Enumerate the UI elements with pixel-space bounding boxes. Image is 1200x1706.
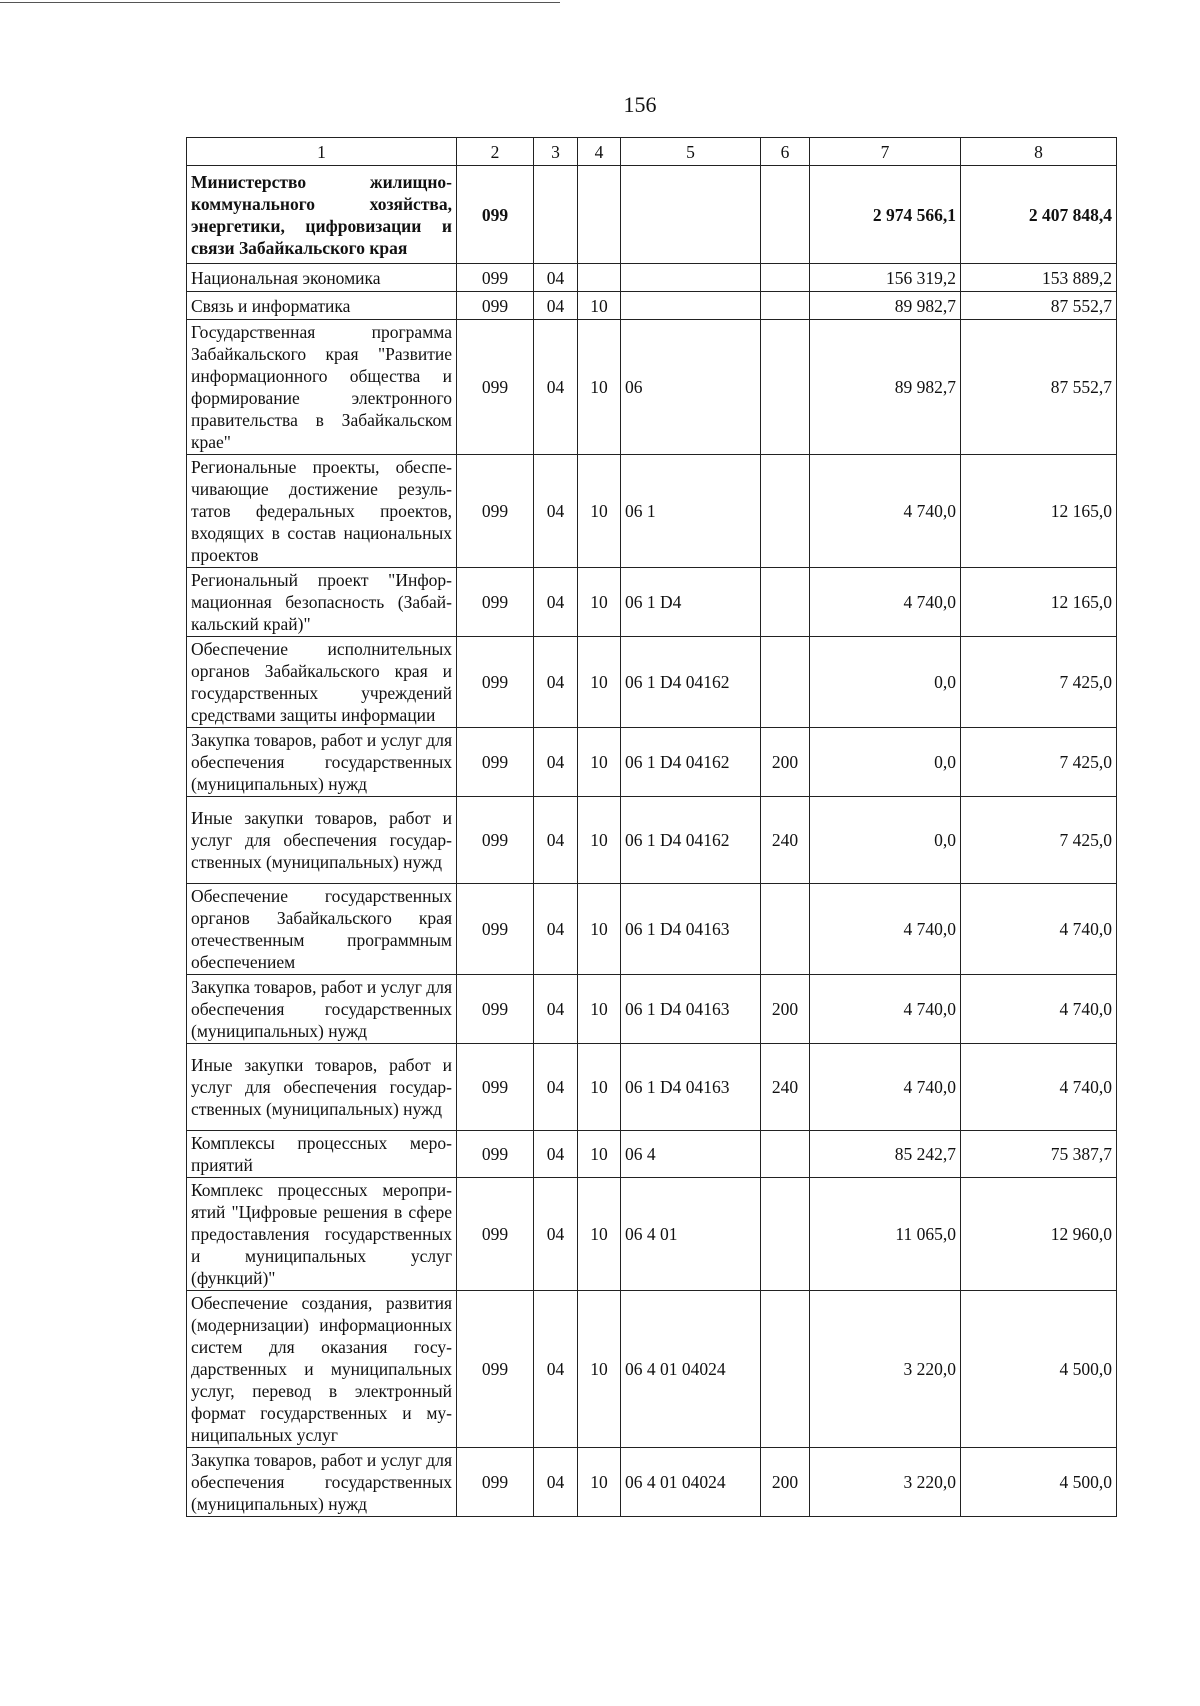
amount-col7-cell: 3 220,0 bbox=[810, 1448, 961, 1517]
amount-col8-cell: 87 552,7 bbox=[961, 320, 1117, 455]
chapter-code-cell: 099 bbox=[457, 1448, 534, 1517]
subsection-code-cell: 10 bbox=[578, 568, 621, 637]
subsection-code-cell: 10 bbox=[578, 1044, 621, 1131]
row-name-cell: Связь и информатика bbox=[187, 292, 457, 320]
amount-col8-cell: 12 165,0 bbox=[961, 568, 1117, 637]
expense-type-cell bbox=[761, 320, 810, 455]
amount-col7-cell: 89 982,7 bbox=[810, 292, 961, 320]
section-code-cell: 04 bbox=[534, 797, 578, 884]
row-name-cell: Государственная программа Забайкальского края "Развитие информационного общества и формирование электронного правительства в Забайкальском крае" bbox=[187, 320, 457, 455]
amount-col8-cell: 4 740,0 bbox=[961, 975, 1117, 1044]
row-name-cell: Обеспечение государственных органов Забайкальского края отечественным программным обеспечением bbox=[187, 884, 457, 975]
section-code-cell: 04 bbox=[534, 1448, 578, 1517]
section-code-cell: 04 bbox=[534, 1044, 578, 1131]
amount-col8-cell: 7 425,0 bbox=[961, 637, 1117, 728]
column-header: 2 bbox=[457, 138, 534, 166]
expense-type-cell bbox=[761, 1131, 810, 1178]
expense-type-cell bbox=[761, 1178, 810, 1291]
target-article-cell: 06 1 D4 04163 bbox=[621, 1044, 761, 1131]
target-article-cell bbox=[621, 292, 761, 320]
row-name-cell: Региональный проект "Информационная безопасность (Забайкальский край)" bbox=[187, 568, 457, 637]
chapter-code-cell: 099 bbox=[457, 1291, 534, 1448]
chapter-code-cell: 099 bbox=[457, 568, 534, 637]
expense-type-cell: 240 bbox=[761, 797, 810, 884]
table-row bbox=[187, 1448, 1117, 1517]
expense-type-cell bbox=[761, 568, 810, 637]
page-number: 156 bbox=[623, 92, 657, 117]
column-header: 1 bbox=[187, 138, 457, 166]
row-name-cell: Иные закупки товаров, работ и услуг для обеспечения государственных (муниципальных) нужд bbox=[187, 1044, 457, 1131]
row-name-cell: Комплексы процессных мероприятий bbox=[187, 1131, 457, 1178]
chapter-code-cell: 099 bbox=[457, 292, 534, 320]
subsection-code-cell: 10 bbox=[578, 292, 621, 320]
table-row bbox=[187, 1044, 1117, 1131]
expense-type-cell bbox=[761, 455, 810, 568]
table-row bbox=[187, 568, 1117, 637]
target-article-cell: 06 4 01 bbox=[621, 1178, 761, 1291]
amount-col7-cell: 4 740,0 bbox=[810, 1044, 961, 1131]
chapter-code-cell: 099 bbox=[457, 1044, 534, 1131]
table-header-row bbox=[187, 138, 1117, 166]
amount-col7-cell: 4 740,0 bbox=[810, 975, 961, 1044]
column-header: 4 bbox=[578, 138, 621, 166]
table-row bbox=[187, 1291, 1117, 1448]
table-row bbox=[187, 728, 1117, 797]
column-header: 6 bbox=[761, 138, 810, 166]
target-article-cell: 06 1 bbox=[621, 455, 761, 568]
section-code-cell: 04 bbox=[534, 455, 578, 568]
row-name-cell: Комплекс процессных мероприятий "Цифровые решения в сфере предоставления государственных и муниципальных услуг (функций)" bbox=[187, 1178, 457, 1291]
column-header: 5 bbox=[621, 138, 761, 166]
chapter-code-cell: 099 bbox=[457, 455, 534, 568]
expense-type-cell: 200 bbox=[761, 1448, 810, 1517]
subsection-code-cell: 10 bbox=[578, 1178, 621, 1291]
amount-col8-cell: 87 552,7 bbox=[961, 292, 1117, 320]
subsection-code-cell bbox=[578, 166, 621, 264]
target-article-cell bbox=[621, 166, 761, 264]
table-row bbox=[187, 320, 1117, 455]
chapter-code-cell: 099 bbox=[457, 1131, 534, 1178]
expense-type-cell bbox=[761, 637, 810, 728]
section-code-cell: 04 bbox=[534, 264, 578, 292]
section-code-cell: 04 bbox=[534, 637, 578, 728]
table-row bbox=[187, 166, 1117, 264]
amount-col8-cell: 7 425,0 bbox=[961, 728, 1117, 797]
target-article-cell: 06 4 01 04024 bbox=[621, 1291, 761, 1448]
expense-type-cell: 200 bbox=[761, 975, 810, 1044]
row-name-cell: Национальная экономика bbox=[187, 264, 457, 292]
expense-type-cell bbox=[761, 1291, 810, 1448]
chapter-code-cell: 099 bbox=[457, 166, 534, 264]
budget-table bbox=[186, 137, 1117, 1517]
row-name-cell: Закупка товаров, работ и услуг для обеспечения государственных (муниципальных) нужд bbox=[187, 1448, 457, 1517]
section-code-cell: 04 bbox=[534, 884, 578, 975]
amount-col7-cell: 89 982,7 bbox=[810, 320, 961, 455]
table-row bbox=[187, 797, 1117, 884]
section-code-cell: 04 bbox=[534, 568, 578, 637]
amount-col7-cell: 11 065,0 bbox=[810, 1178, 961, 1291]
subsection-code-cell: 10 bbox=[578, 1291, 621, 1448]
amount-col8-cell: 12 960,0 bbox=[961, 1178, 1117, 1291]
amount-col7-cell: 2 974 566,1 bbox=[810, 166, 961, 264]
row-name-cell: Обеспечение исполнительных органов Забайкальского края и государственных учреждений средствами защиты информации bbox=[187, 637, 457, 728]
table-row bbox=[187, 884, 1117, 975]
target-article-cell: 06 bbox=[621, 320, 761, 455]
row-name-cell: Закупка товаров, работ и услуг для обеспечения государственных (муниципальных) нужд bbox=[187, 728, 457, 797]
table-row bbox=[187, 264, 1117, 292]
subsection-code-cell: 10 bbox=[578, 1448, 621, 1517]
subsection-code-cell: 10 bbox=[578, 637, 621, 728]
chapter-code-cell: 099 bbox=[457, 1178, 534, 1291]
amount-col8-cell: 7 425,0 bbox=[961, 797, 1117, 884]
chapter-code-cell: 099 bbox=[457, 264, 534, 292]
chapter-code-cell: 099 bbox=[457, 637, 534, 728]
target-article-cell: 06 1 D4 bbox=[621, 568, 761, 637]
target-article-cell: 06 1 D4 04163 bbox=[621, 975, 761, 1044]
table-body bbox=[187, 138, 1117, 1517]
target-article-cell: 06 1 D4 04162 bbox=[621, 637, 761, 728]
amount-col7-cell: 0,0 bbox=[810, 728, 961, 797]
subsection-code-cell bbox=[578, 264, 621, 292]
section-code-cell: 04 bbox=[534, 1291, 578, 1448]
table-row bbox=[187, 1178, 1117, 1291]
column-header: 8 bbox=[961, 138, 1117, 166]
amount-col7-cell: 4 740,0 bbox=[810, 884, 961, 975]
expense-type-cell bbox=[761, 166, 810, 264]
amount-col7-cell: 156 319,2 bbox=[810, 264, 961, 292]
expense-type-cell bbox=[761, 292, 810, 320]
row-name-cell: Министерство жилищно-коммунального хозяйства, энергетики, цифровизации и связи Забайкальского края bbox=[187, 166, 457, 264]
section-code-cell: 04 bbox=[534, 975, 578, 1044]
expense-type-cell bbox=[761, 884, 810, 975]
subsection-code-cell: 10 bbox=[578, 797, 621, 884]
chapter-code-cell: 099 bbox=[457, 884, 534, 975]
expense-type-cell: 200 bbox=[761, 728, 810, 797]
amount-col8-cell: 4 740,0 bbox=[961, 1044, 1117, 1131]
section-code-cell: 04 bbox=[534, 728, 578, 797]
amount-col7-cell: 85 242,7 bbox=[810, 1131, 961, 1178]
amount-col7-cell: 3 220,0 bbox=[810, 1291, 961, 1448]
amount-col8-cell: 75 387,7 bbox=[961, 1131, 1117, 1178]
row-name-cell: Иные закупки товаров, работ и услуг для обеспечения государственных (муниципальных) нужд bbox=[187, 797, 457, 884]
amount-col8-cell: 4 740,0 bbox=[961, 884, 1117, 975]
chapter-code-cell: 099 bbox=[457, 320, 534, 455]
subsection-code-cell: 10 bbox=[578, 884, 621, 975]
expense-type-cell: 240 bbox=[761, 1044, 810, 1131]
amount-col7-cell: 0,0 bbox=[810, 637, 961, 728]
table-row bbox=[187, 1131, 1117, 1178]
target-article-cell: 06 1 D4 04162 bbox=[621, 728, 761, 797]
amount-col8-cell: 12 165,0 bbox=[961, 455, 1117, 568]
column-header: 3 bbox=[534, 138, 578, 166]
chapter-code-cell: 099 bbox=[457, 975, 534, 1044]
row-name-cell: Обеспечение создания, развития (модернизации) информационных систем для оказания государственных и муниципальных услуг, перевод в электронный формат государственных и муниципальных услуг bbox=[187, 1291, 457, 1448]
table-row bbox=[187, 975, 1117, 1044]
subsection-code-cell: 10 bbox=[578, 455, 621, 568]
expense-type-cell bbox=[761, 264, 810, 292]
section-code-cell: 04 bbox=[534, 292, 578, 320]
section-code-cell: 04 bbox=[534, 320, 578, 455]
amount-col8-cell: 2 407 848,4 bbox=[961, 166, 1117, 264]
table-row bbox=[187, 637, 1117, 728]
subsection-code-cell: 10 bbox=[578, 728, 621, 797]
amount-col7-cell: 4 740,0 bbox=[810, 455, 961, 568]
target-article-cell bbox=[621, 264, 761, 292]
target-article-cell: 06 1 D4 04162 bbox=[621, 797, 761, 884]
section-code-cell: 04 bbox=[534, 1131, 578, 1178]
table-row bbox=[187, 292, 1117, 320]
subsection-code-cell: 10 bbox=[578, 975, 621, 1044]
target-article-cell: 06 4 bbox=[621, 1131, 761, 1178]
table-row bbox=[187, 455, 1117, 568]
row-name-cell: Региональные проекты, обеспечивающие достижение результатов федеральных проектов, входящих в состав национальных проектов bbox=[187, 455, 457, 568]
section-code-cell bbox=[534, 166, 578, 264]
amount-col7-cell: 0,0 bbox=[810, 797, 961, 884]
amount-col8-cell: 4 500,0 bbox=[961, 1448, 1117, 1517]
section-code-cell: 04 bbox=[534, 1178, 578, 1291]
target-article-cell: 06 4 01 04024 bbox=[621, 1448, 761, 1517]
amount-col8-cell: 153 889,2 bbox=[961, 264, 1117, 292]
amount-col8-cell: 4 500,0 bbox=[961, 1291, 1117, 1448]
column-header: 7 bbox=[810, 138, 961, 166]
target-article-cell: 06 1 D4 04163 bbox=[621, 884, 761, 975]
scan-edge-line bbox=[0, 2, 560, 3]
subsection-code-cell: 10 bbox=[578, 320, 621, 455]
row-name-cell: Закупка товаров, работ и услуг для обеспечения государственных (муниципальных) нужд bbox=[187, 975, 457, 1044]
subsection-code-cell: 10 bbox=[578, 1131, 621, 1178]
chapter-code-cell: 099 bbox=[457, 728, 534, 797]
amount-col7-cell: 4 740,0 bbox=[810, 568, 961, 637]
chapter-code-cell: 099 bbox=[457, 797, 534, 884]
